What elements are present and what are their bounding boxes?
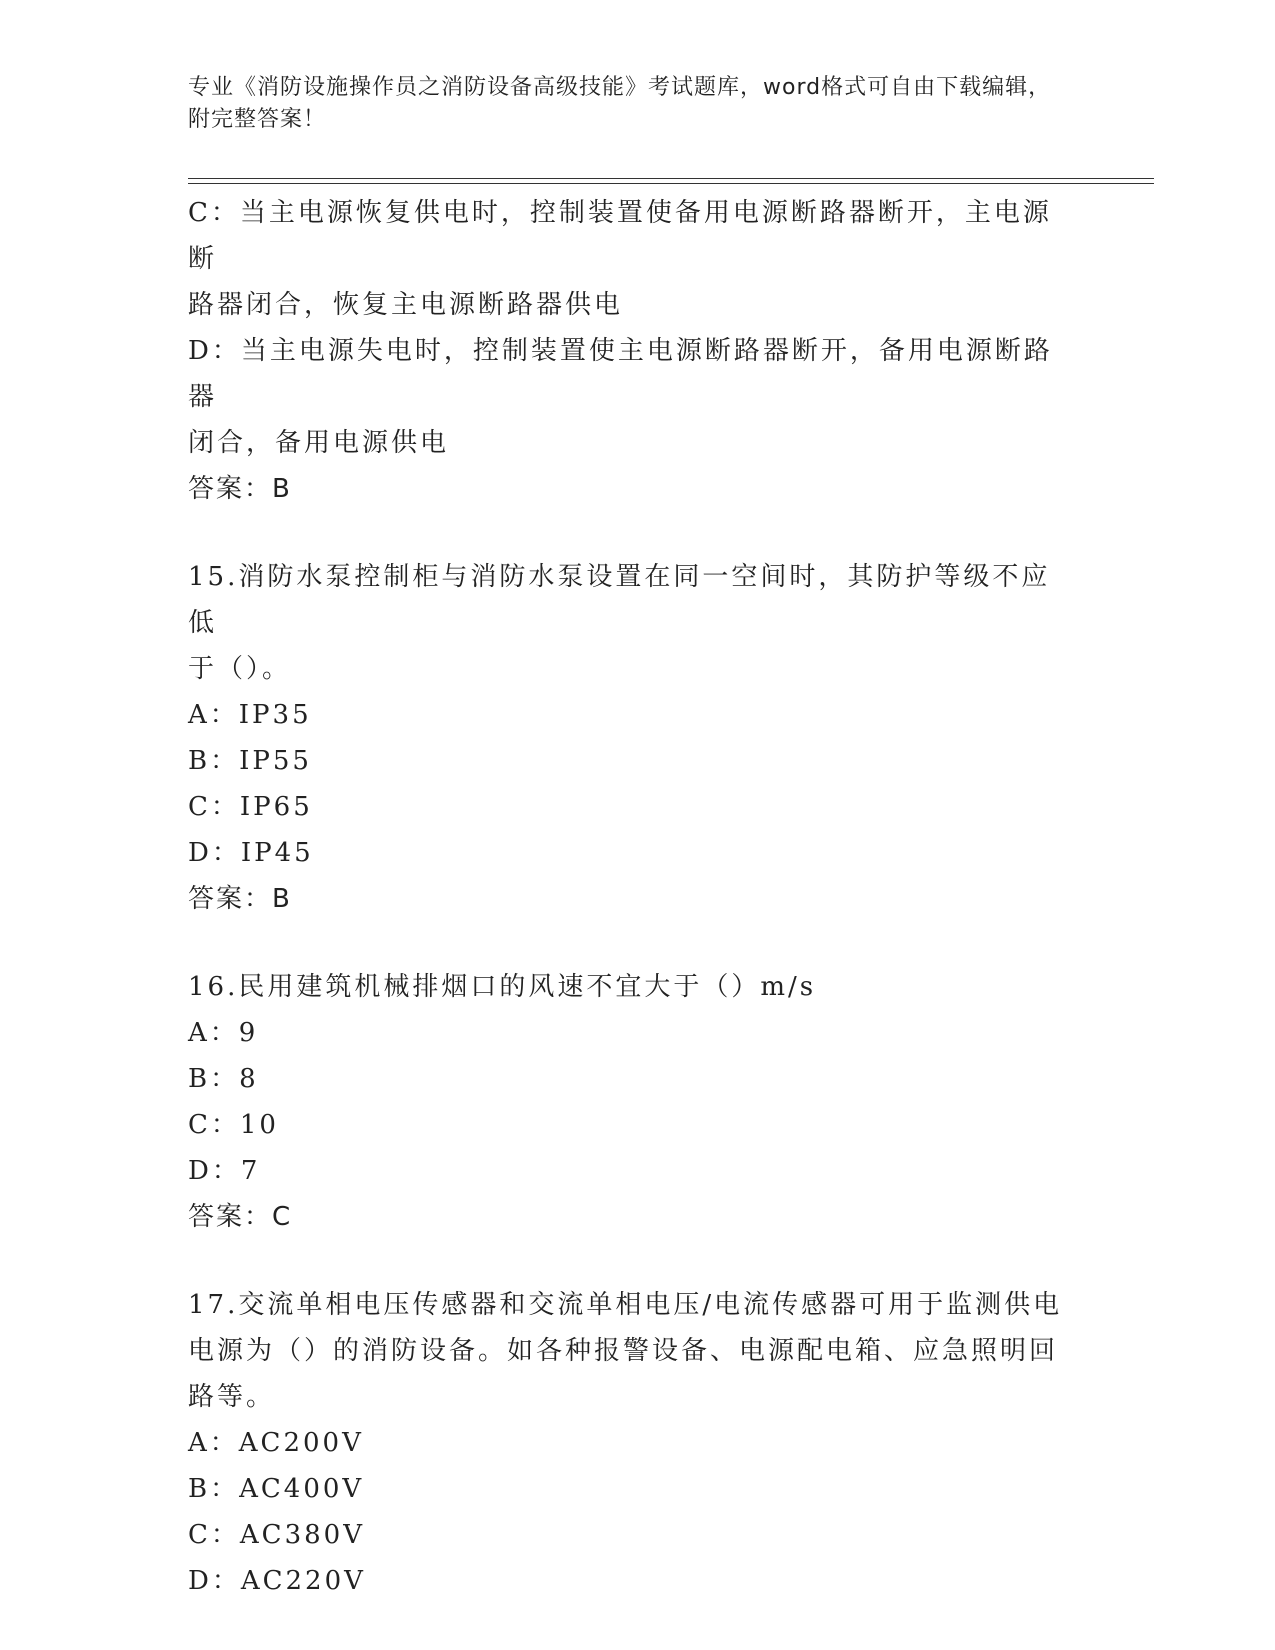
header-divider-bottom <box>188 183 1154 184</box>
question-stem-line: 17.交流单相电压传感器和交流单相电压/电流传感器可用于监测供电 <box>188 1290 1063 1320</box>
option-line: 闭合，备用电源供电 <box>188 428 450 458</box>
document-header: 专业《消防设施操作员之消防设备高级技能》考试题库，word格式可自由下载编辑，附完整答案！ <box>188 75 1052 132</box>
question-gap <box>188 922 1068 964</box>
question-block <box>188 554 1068 922</box>
question-block <box>188 190 1068 512</box>
question-block <box>188 964 1068 1240</box>
question-list <box>188 190 1068 1604</box>
option-line: A：IP35 <box>188 700 312 730</box>
option-line: C：10 <box>188 1110 279 1140</box>
question-stem-line: 16.民用建筑机械排烟口的风速不宜大于（）m/s <box>188 972 817 1002</box>
option-line: C：当主电源恢复供电时，控制装置使备用电源断路器断开，主电源断 <box>188 198 1052 274</box>
option-line: B：8 <box>188 1064 259 1094</box>
question-stem-line: 路等。 <box>188 1382 276 1412</box>
question-gap <box>188 1240 1068 1282</box>
option-line: A：9 <box>188 1018 259 1048</box>
question-gap <box>188 512 1068 554</box>
option-line: D：AC220V <box>188 1566 366 1596</box>
question-stem-line: 于（）。 <box>188 654 292 684</box>
option-line: C：AC380V <box>188 1520 365 1550</box>
option-line: B：AC400V <box>188 1474 365 1504</box>
option-line: 路器闭合，恢复主电源断路器供电 <box>188 290 624 320</box>
option-line: D：7 <box>188 1156 261 1186</box>
option-line: B：IP55 <box>188 746 312 776</box>
answer-line: 答案：B <box>188 884 292 914</box>
option-line: D：IP45 <box>188 838 314 868</box>
question-stem-line: 15.消防水泵控制柜与消防水泵设置在同一空间时，其防护等级不应低 <box>188 562 1051 638</box>
option-line: C：IP65 <box>188 792 313 822</box>
answer-line: 答案：C <box>188 1202 293 1232</box>
question-block <box>188 1282 1068 1604</box>
header-divider-top <box>188 178 1154 179</box>
option-line: A：AC200V <box>188 1428 364 1458</box>
answer-line: 答案：B <box>188 474 292 504</box>
option-line: D：当主电源失电时，控制装置使主电源断路器断开，备用电源断路器 <box>188 336 1053 412</box>
question-stem-line: 电源为（）的消防设备。如各种报警设备、电源配电箱、应急照明回 <box>188 1336 1059 1366</box>
